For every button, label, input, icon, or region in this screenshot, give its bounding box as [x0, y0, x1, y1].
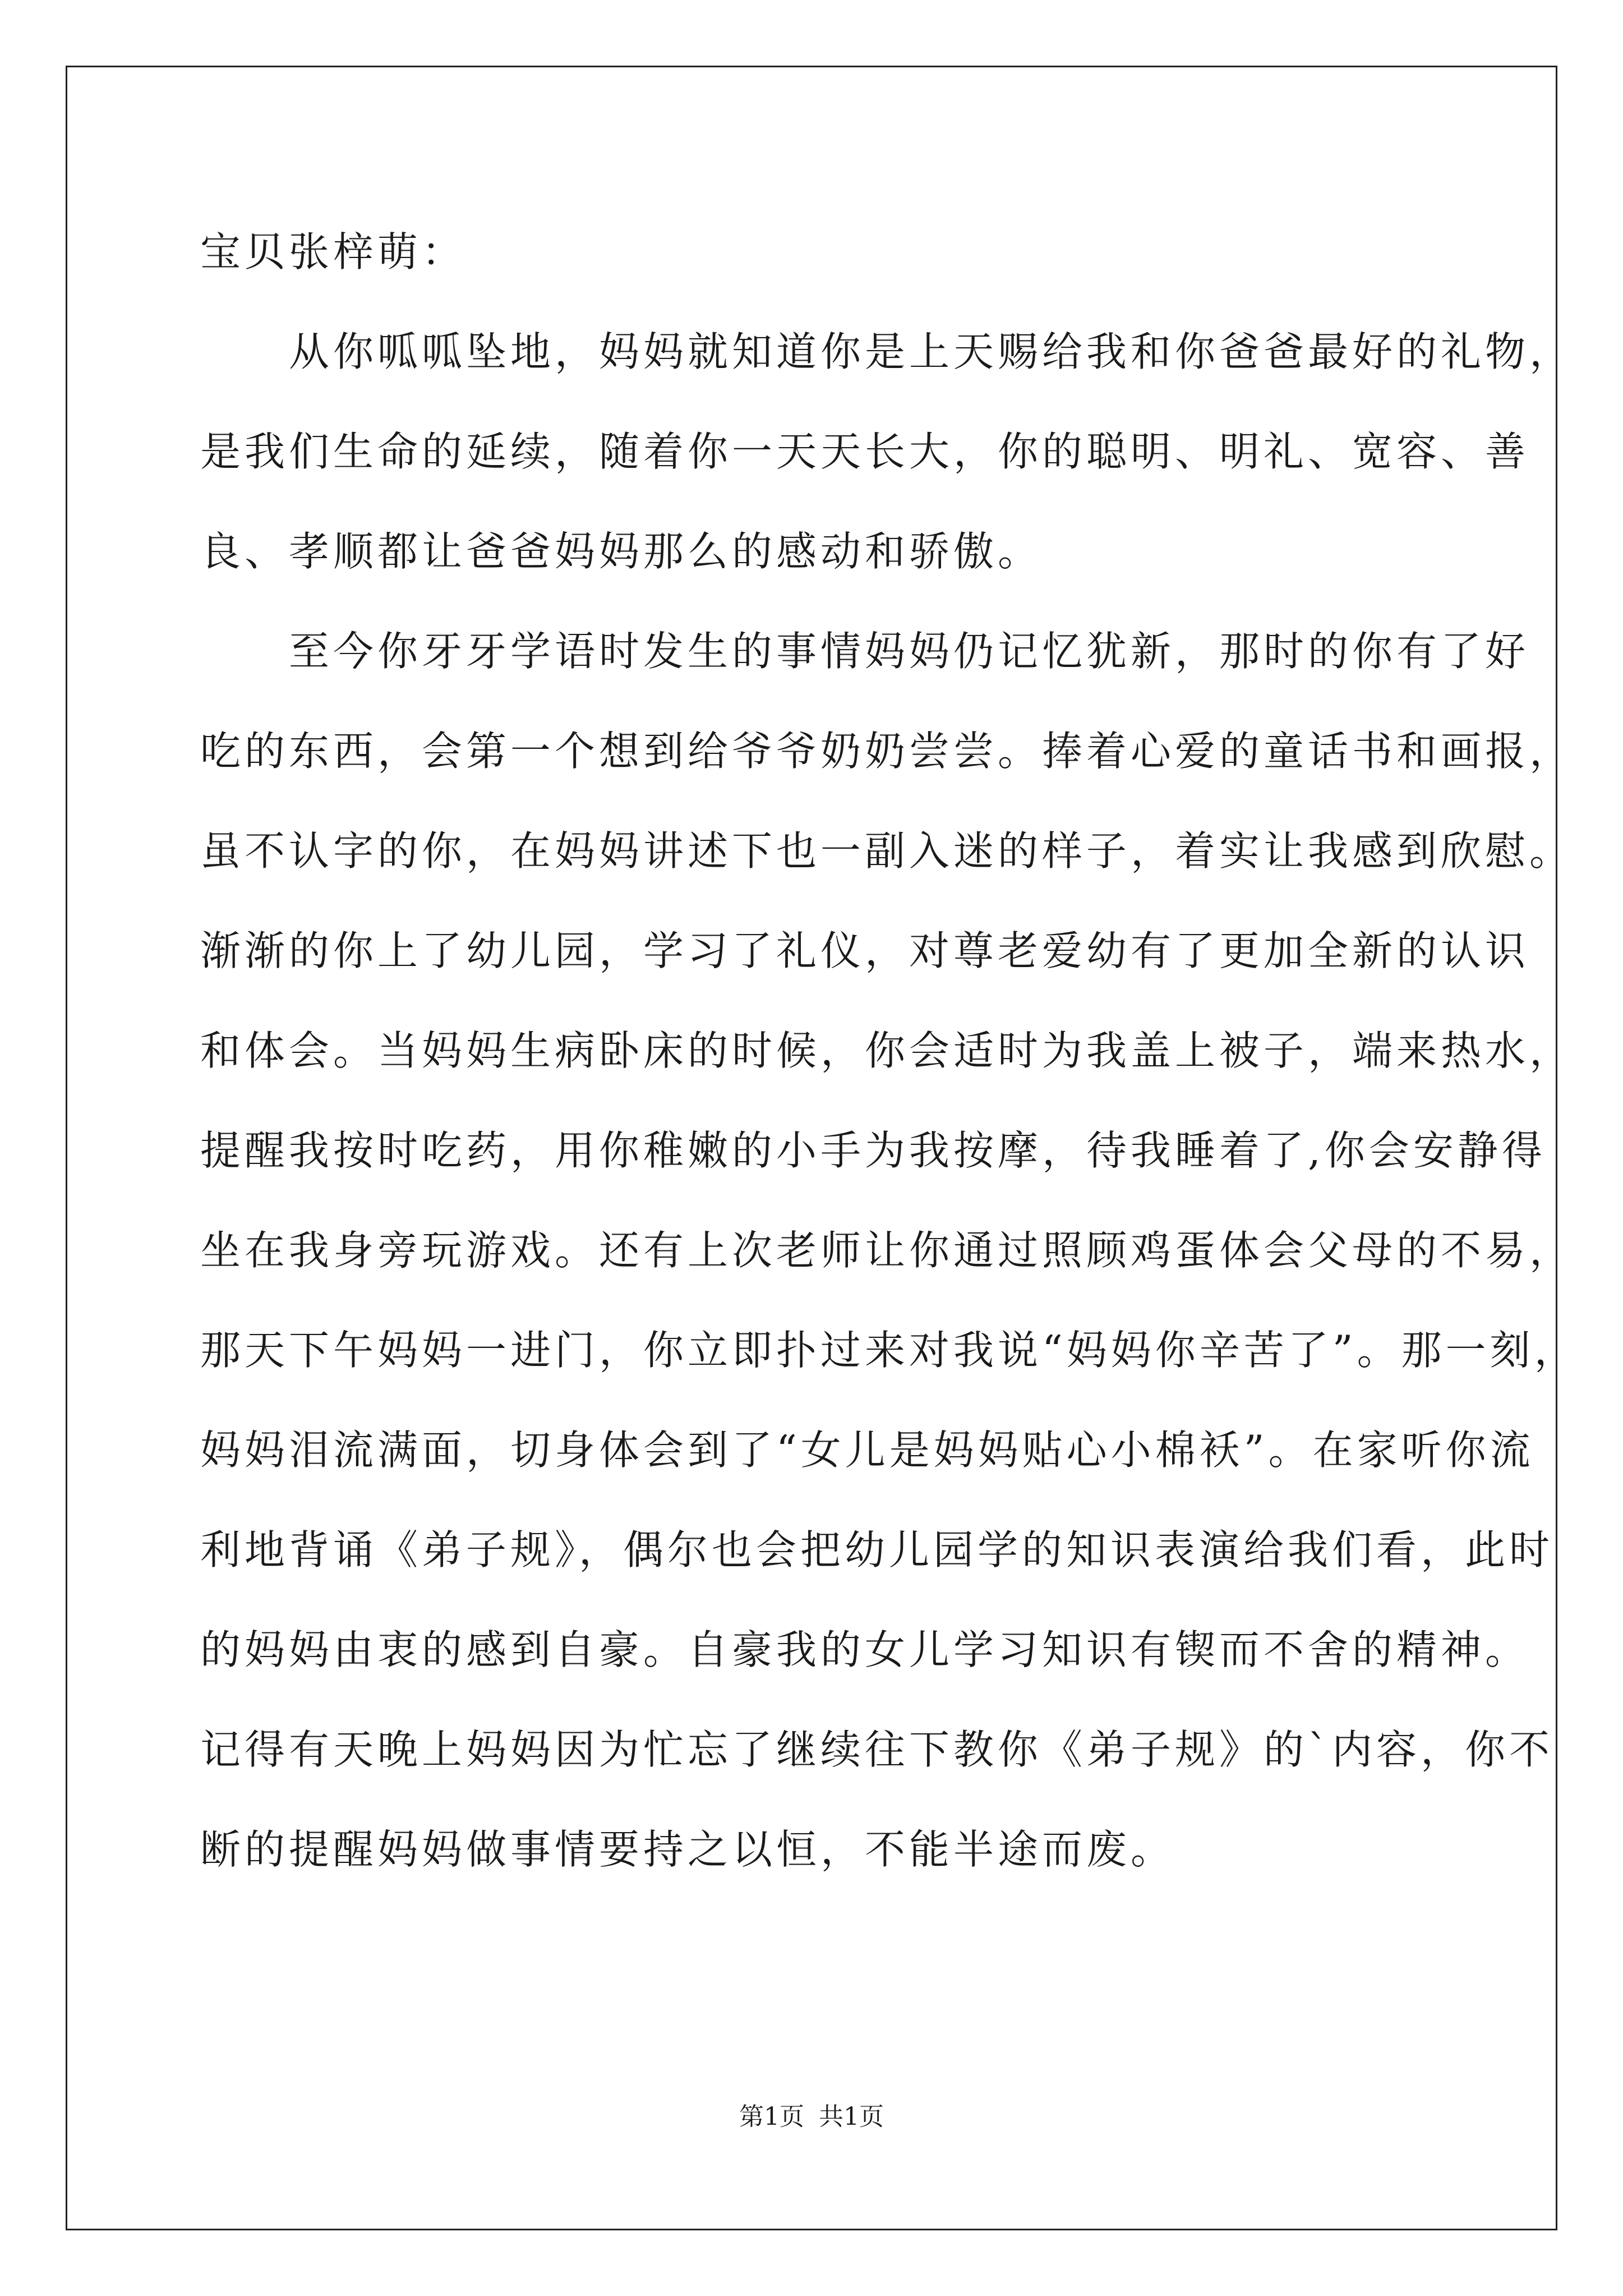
- text-line: 吃的东西，会第一个想到给爷爷奶奶尝尝。捧着心爱的童话书和画报，: [200, 728, 1574, 775]
- letter-body: [200, 202, 1579, 1899]
- text-line: 提醒我按时吃药，用你稚嫩的小手为我按摩，待我睡着了,你会安静得: [200, 1127, 1546, 1174]
- text-line: 断的提醒妈妈做事情要持之以恒，不能半途而废。: [200, 1826, 1175, 1873]
- text-line: 是我们生命的延续，随着你一天天长大，你的聪明、明礼、宽容、善: [200, 428, 1530, 475]
- text-line: 记得有天晚上妈妈因为忙忘了继续往下教你《弟子规》的`内容，你不: [200, 1726, 1554, 1773]
- text-line: 坐在我身旁玩游戏。还有上次老师让你通过照顾鸡蛋体会父母的不易，: [200, 1227, 1574, 1274]
- text-line: 渐渐的你上了幼儿园，学习了礼仪，对尊老爱幼有了更加全新的认识: [200, 927, 1530, 974]
- text-line: 利地背诵《弟子规》，偶尔也会把幼儿园学的知识表演给我们看，此时: [200, 1526, 1554, 1573]
- salutation: 宝贝张梓萌：: [200, 228, 467, 275]
- text-line: 和体会。当妈妈生病卧床的时候，你会适时为我盖上被子，端来热水，: [200, 1027, 1574, 1074]
- text-line: 至今你牙牙学语时发生的事情妈妈仍记忆犹新，那时的你有了好: [200, 628, 1530, 675]
- page-total: 共1页: [819, 2102, 884, 2131]
- page-footer: [0, 2100, 1623, 2134]
- text-line: 虽不认字的你，在妈妈讲述下也一副入迷的样子，着实让我感到欣慰。: [200, 827, 1574, 875]
- page-number: 第1页: [739, 2102, 804, 2131]
- text-line: 从你呱呱坠地，妈妈就知道你是上天赐给我和你爸爸最好的礼物，: [200, 328, 1574, 375]
- text-line: 良、孝顺都让爸爸妈妈那么的感动和骄傲。: [200, 528, 1043, 575]
- text-line: 的妈妈由衷的感到自豪。自豪我的女儿学习知识有锲而不舍的精神。: [200, 1626, 1530, 1673]
- text-line: 那天下午妈妈一进门，你立即扑过来对我说“妈妈你辛苦了”。那一刻，: [200, 1327, 1579, 1374]
- text-line: 妈妈泪流满面，切身体会到了“女儿是妈妈贴心小棉袄”。在家听你流: [200, 1427, 1534, 1474]
